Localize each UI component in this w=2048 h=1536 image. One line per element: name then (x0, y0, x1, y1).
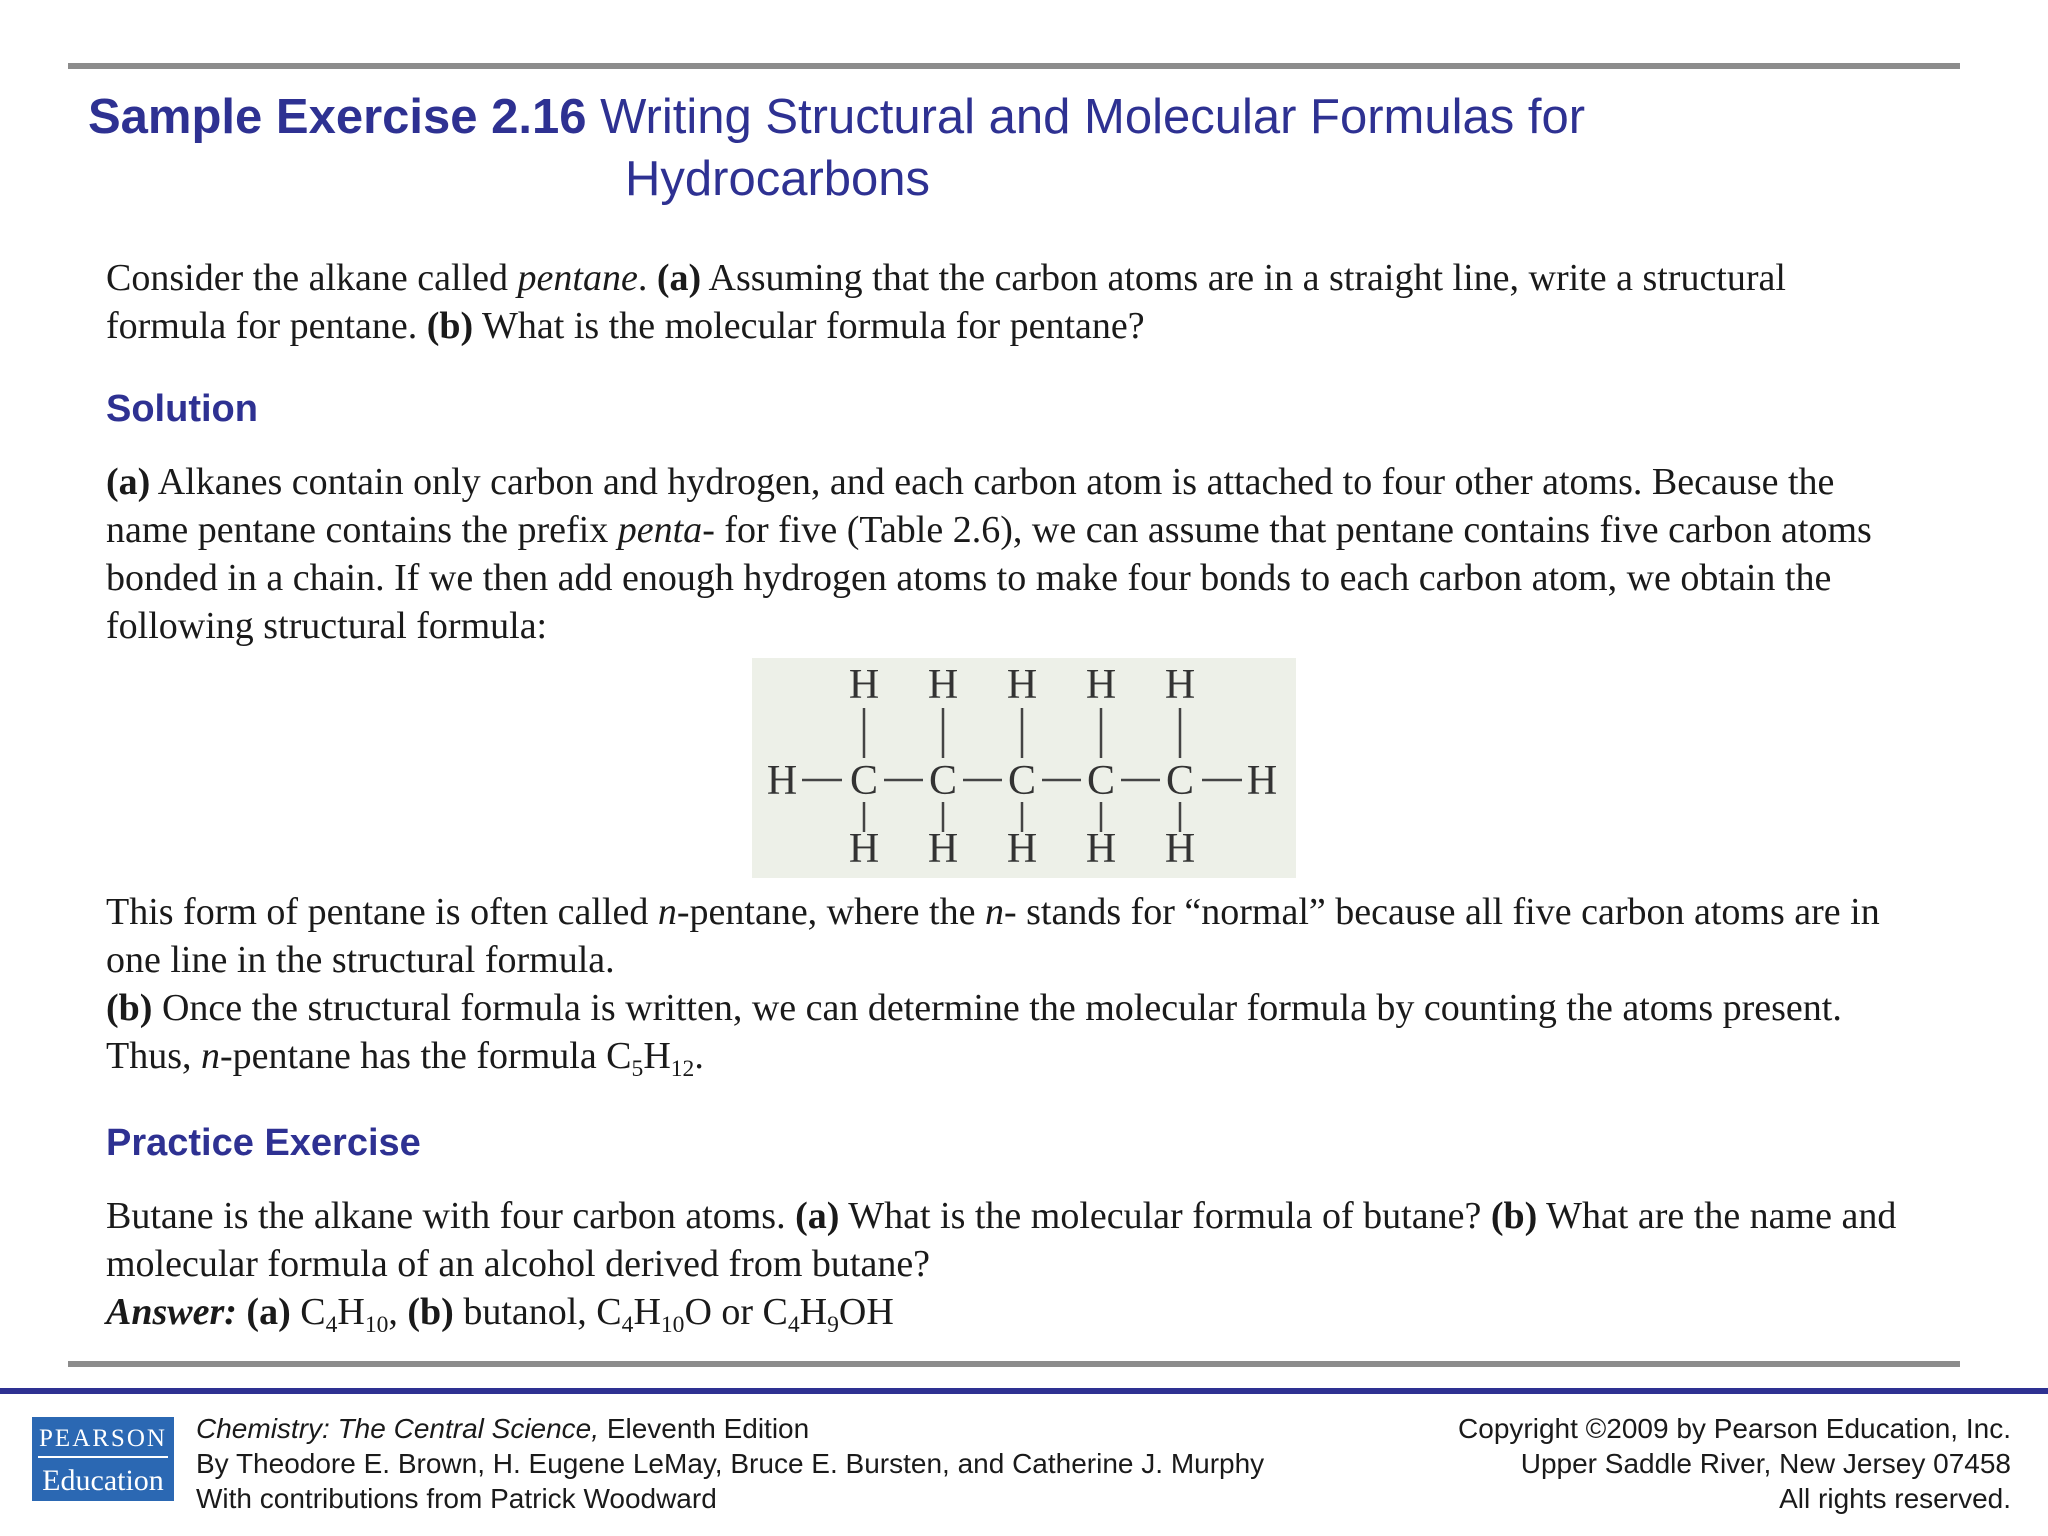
title-line-2: Hydrocarbons (625, 152, 931, 206)
part-a-label: (a) (656, 257, 702, 299)
rights-line: All rights reserved. (1779, 1483, 2011, 1514)
pearson-logo (32, 1417, 174, 1501)
n-italic: n (984, 891, 1004, 933)
book-contributions: With contributions from Patrick Woodward (196, 1483, 717, 1514)
answer-text: H (633, 1291, 661, 1333)
subscript: 10 (660, 1312, 685, 1339)
part-b-label: (b) (1490, 1195, 1538, 1237)
terminal-hydrogen-right: H (1246, 758, 1278, 804)
practice-heading: Practice Exercise (106, 1122, 421, 1164)
solution-text: -pentane, where the (676, 891, 985, 933)
practice-text: What are the name and molecular formula of an alcohol derived from butane? (106, 1195, 1897, 1285)
answer-text: H (337, 1291, 365, 1333)
copyright-line: Copyright ©2009 by Pearson Education, Inc. (1458, 1413, 2011, 1444)
question-text: What is the molecular formula for pentane? (473, 305, 1145, 347)
part-a-label: (a) (795, 1195, 840, 1237)
practice-text: Butane is the alkane with four carbon atoms. (106, 1195, 796, 1237)
solution-text: Once the structural formula is written, we can determine the molecular formula by counting the atoms present. Thus, (106, 987, 1842, 1077)
question-text: . (637, 257, 657, 299)
logo-bottom-text: Education (42, 1464, 164, 1497)
book-edition: Eleventh Edition (599, 1413, 810, 1444)
answer-text: C (290, 1291, 326, 1333)
bottom-hydrogen: H (848, 826, 880, 872)
bottom-divider (68, 1361, 1960, 1367)
top-hydrogen: H (848, 662, 880, 708)
bottom-hydrogen: H (1085, 826, 1117, 872)
exercise-label: Sample Exercise 2.16 (88, 90, 587, 144)
answer-text: H (799, 1291, 828, 1333)
book-authors: By Theodore E. Brown, H. Eugene LeMay, Bruce E. Bursten, and Catherine J. Murphy (196, 1448, 1265, 1479)
solution-paragraph-normal (106, 888, 1906, 984)
publisher-address: Upper Saddle River, New Jersey 07458 (1520, 1448, 2011, 1479)
answer-label: Answer: (106, 1291, 237, 1333)
answer-text: O or C (684, 1291, 788, 1333)
answer-text: butanol, C (453, 1291, 622, 1333)
slide-title (88, 86, 1988, 210)
practice-text: What is the molecular formula of butane? (839, 1195, 1491, 1237)
top-divider (68, 63, 1960, 69)
carbon-atom: C (1086, 758, 1116, 804)
carbon-atom: C (849, 758, 879, 804)
part-b-label: (b) (426, 305, 474, 347)
practice-paragraph (106, 1192, 1906, 1288)
solution-text: This form of pentane is often called (106, 891, 658, 933)
carbon-atom: C (928, 758, 958, 804)
answer-text: , (388, 1291, 408, 1333)
solution-text: H (643, 1035, 671, 1077)
book-title: Chemistry: The Central Science, (196, 1413, 600, 1444)
subscript: 9 (827, 1312, 839, 1339)
copyright-block (1458, 1411, 2011, 1516)
subscript: 10 (364, 1312, 389, 1339)
solution-text: - for five (Table 2.6), we can assume that pentane contains five carbon atoms bonded in a chain. If we then add enough hydrogen atoms to make four bonds to each carbon atom, we obtain the following structural formula: (106, 509, 1872, 647)
subscript: 4 (787, 1312, 800, 1339)
top-hydrogen: H (927, 662, 959, 708)
part-b-label: (b) (106, 987, 153, 1029)
solution-text: Alkanes contain only carbon and hydrogen, and each carbon atom is attached to four other atoms. Because the name pentane contains the prefix (106, 461, 1835, 551)
top-hydrogen: H (1006, 662, 1038, 708)
solution-heading: Solution (106, 388, 258, 430)
solution-text: . (694, 1035, 704, 1077)
solution-text: - stands for “normal” because all five carbon atoms are in one line in the structural formula. (106, 891, 1880, 981)
top-hydrogen: H (1085, 662, 1117, 708)
part-a-label: (a) (246, 1291, 291, 1333)
prefix-term: penta (617, 509, 703, 551)
subscript: 12 (670, 1056, 695, 1083)
title-line-1: Writing Structural and Molecular Formulas for (600, 90, 1586, 144)
question-term: pentane (517, 257, 638, 299)
terminal-hydrogen-left: H (766, 758, 798, 804)
question-text: Consider the alkane called (106, 257, 518, 299)
part-a-label: (a) (106, 461, 151, 503)
subscript: 4 (621, 1312, 634, 1339)
structural-formula (752, 658, 1296, 878)
bottom-hydrogen: H (1164, 826, 1196, 872)
part-b-label: (b) (407, 1291, 454, 1333)
bottom-hydrogen: H (927, 826, 959, 872)
pentane-structure-diagram (752, 658, 1296, 878)
solution-paragraph-a (106, 458, 1886, 650)
answer-text: OH (838, 1291, 894, 1333)
book-title-line (196, 1411, 1264, 1446)
top-hydrogen: H (1164, 662, 1196, 708)
n-italic: n (201, 1035, 220, 1077)
subscript: 4 (325, 1312, 338, 1339)
solution-paragraph-b (106, 984, 1906, 1083)
answer-line (106, 1288, 1906, 1339)
carbon-atom: C (1007, 758, 1037, 804)
carbon-atom: C (1165, 758, 1195, 804)
logo-top-text: PEARSON (39, 1425, 167, 1452)
question-text: Assuming that the carbon atoms are in a straight line, write a structural formula for pentane. (106, 257, 1786, 347)
bottom-hydrogen: H (1006, 826, 1038, 872)
book-credits (196, 1411, 1264, 1516)
footer-blue-bar (0, 1388, 2048, 1394)
subscript: 5 (631, 1056, 644, 1083)
question-paragraph (106, 254, 1906, 350)
logo-separator (38, 1456, 168, 1458)
solution-text: -pentane has the formula C (220, 1035, 632, 1077)
n-italic: n (657, 891, 677, 933)
